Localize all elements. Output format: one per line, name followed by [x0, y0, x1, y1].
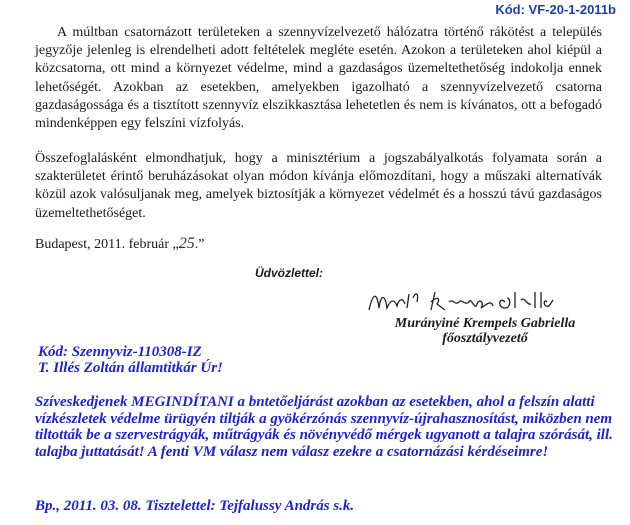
- document-code: Kód: VF-20-1-2011b: [495, 2, 616, 17]
- annotation-recipient: T. Illés Zoltán államtitkár Úr!: [38, 360, 223, 376]
- date-line: [35, 235, 204, 253]
- handwritten-signature: [365, 284, 565, 320]
- date-suffix: .”: [194, 237, 205, 252]
- greeting: Üdvözlettel:: [255, 266, 324, 280]
- signer-title: főosztályvezető: [442, 331, 528, 346]
- signer-name: Murányiné Krempels Gabriella: [394, 316, 576, 331]
- annotation-code: Kód: Szennyviz-110308-IZ: [38, 344, 202, 360]
- paragraph-2: Összefoglalásként elmondhatjuk, hogy a minisztérium a jogszabályalkotás folyamata során a szakterületet érintő beruházásokat olyan módon kívánja előmozdítani, hogy a műszaki alternatívák közül azok valósuljanak meg, amelyek biztosítják a környezet védelmét és a hosszú távú gazdaságos üzemeltethetőséget.: [35, 151, 602, 221]
- annotation-request: Szíveskedjenek MEGINDÍTANI a bntetőeljárást azokban az esetekben, ahol a felszín alatti vízkészletek védelme ürügyén tiltják a gyökérzónás szennyvíz-újrahasznosítást, miközben nem tiltották be a szervestrágyák, műtrágyák és növényvédő mérgek ugyanott a talajra szórását, ill. talajba juttatását! A fenti VM válasz nem válasz ezekre a csatornázási kérdéseimre!: [35, 394, 613, 460]
- annotation-closing: Bp., 2011. 03. 08. Tisztelettel: Tejfalussy András s.k.: [35, 498, 355, 514]
- date-prefix: Budapest, 2011. február „: [35, 237, 179, 252]
- handwritten-day: 25: [178, 235, 195, 252]
- signer-block: [350, 316, 620, 346]
- paragraph-1: A múltban csatornázott területeken a szennyvízelvezető hálózatra történő rákötést a település jegyzője jelenleg is elrendelheti adott feltételek megléte esetén. Azokon a területeken ahol kiépül a közcsatorna, ott mind a környezet védelme, mind a gazdaságos üzemeltethetőség indokolja ennek lehetőségét. Azokban az esetekben, amelyekben igazolható a szennyvízelvezető csatorna gazdaságossága és a tisztított szennyvíz elszikkasztása lehetetlen és nem is kívánatos, ott a befogadó mindenképpen egy felszíni vízfolyás.: [35, 25, 602, 132]
